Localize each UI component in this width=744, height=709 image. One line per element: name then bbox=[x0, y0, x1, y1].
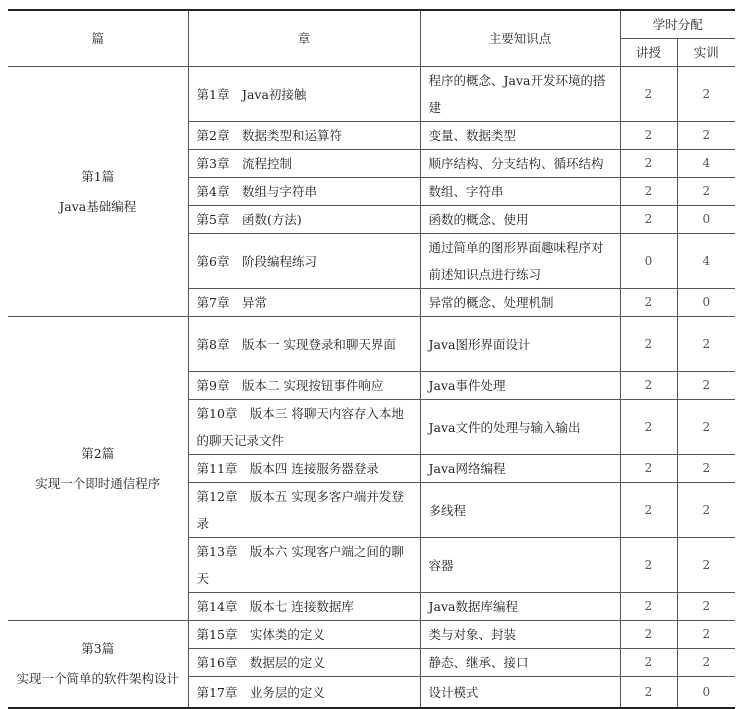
practice-hours-cell: 2 bbox=[677, 372, 735, 400]
topics-cell: Java图形界面设计 bbox=[420, 317, 620, 372]
practice-hours-cell: 0 bbox=[677, 677, 735, 709]
header-chapter: 章 bbox=[188, 10, 420, 67]
lecture-hours-cell: 2 bbox=[620, 455, 677, 483]
lecture-hours-cell: 2 bbox=[620, 178, 677, 206]
topics-cell: 设计模式 bbox=[420, 677, 620, 709]
chapter-cell: 第4章 数组与字符串 bbox=[188, 178, 420, 206]
lecture-hours-cell: 2 bbox=[620, 122, 677, 150]
part-number: 第3篇 bbox=[81, 641, 115, 656]
part-title: Java基础编程 bbox=[59, 198, 137, 214]
chapter-cell: 第11章 版本四 连接服务器登录 bbox=[188, 455, 420, 483]
lecture-hours-cell: 2 bbox=[620, 593, 677, 621]
part-number: 第2篇 bbox=[81, 445, 115, 461]
chapter-cell: 第10章 版本三 将聊天内容存入本地的聊天记录文件 bbox=[188, 400, 420, 455]
chapter-cell: 第1章 Java初接触 bbox=[188, 67, 420, 122]
schedule-table-wrapper bbox=[8, 9, 735, 709]
header-hours: 学时分配 bbox=[620, 10, 735, 39]
chapter-cell: 第3章 流程控制 bbox=[188, 150, 420, 178]
practice-hours-cell: 2 bbox=[677, 538, 735, 593]
topics-cell: 异常的概念、处理机制 bbox=[420, 289, 620, 317]
chapter-cell: 第5章 函数(方法) bbox=[188, 206, 420, 234]
part-number: 第1篇 bbox=[81, 168, 115, 184]
lecture-hours-cell: 2 bbox=[620, 621, 677, 649]
topics-cell: Java文件的处理与输入输出 bbox=[420, 400, 620, 455]
lecture-hours-cell: 2 bbox=[620, 372, 677, 400]
header-part: 篇 bbox=[8, 10, 188, 67]
practice-hours-cell: 2 bbox=[677, 483, 735, 538]
practice-hours-cell: 2 bbox=[677, 67, 735, 122]
table-row bbox=[8, 67, 735, 122]
chapter-cell: 第2章 数据类型和运算符 bbox=[188, 122, 420, 150]
table-row bbox=[8, 621, 735, 649]
chapter-cell: 第7章 异常 bbox=[188, 289, 420, 317]
topics-cell: 静态、继承、接口 bbox=[420, 649, 620, 677]
course-schedule-table bbox=[8, 9, 735, 709]
header-lecture: 讲授 bbox=[620, 39, 677, 67]
lecture-hours-cell: 2 bbox=[620, 649, 677, 677]
practice-hours-cell: 2 bbox=[677, 400, 735, 455]
lecture-hours-cell: 2 bbox=[620, 677, 677, 709]
practice-hours-cell: 2 bbox=[677, 593, 735, 621]
part-cell bbox=[8, 317, 188, 621]
topics-cell: 变量、数据类型 bbox=[420, 122, 620, 150]
topics-cell: 类与对象、封装 bbox=[420, 621, 620, 649]
lecture-hours-cell: 2 bbox=[620, 67, 677, 122]
practice-hours-cell: 2 bbox=[677, 122, 735, 150]
lecture-hours-cell: 2 bbox=[620, 206, 677, 234]
lecture-hours-cell: 2 bbox=[620, 150, 677, 178]
chapter-cell: 第14章 版本七 连接数据库 bbox=[188, 593, 420, 621]
practice-hours-cell: 4 bbox=[677, 234, 735, 289]
practice-hours-cell: 0 bbox=[677, 206, 735, 234]
chapter-cell: 第6章 阶段编程练习 bbox=[188, 234, 420, 289]
topics-cell: 函数的概念、使用 bbox=[420, 206, 620, 234]
table-row bbox=[8, 317, 735, 372]
practice-hours-cell: 4 bbox=[677, 150, 735, 178]
lecture-hours-cell: 2 bbox=[620, 483, 677, 538]
topics-cell: Java事件处理 bbox=[420, 372, 620, 400]
topics-cell: 容器 bbox=[420, 538, 620, 593]
lecture-hours-cell: 2 bbox=[620, 317, 677, 372]
schedule-body bbox=[8, 67, 735, 709]
header-topics: 主要知识点 bbox=[420, 10, 620, 67]
chapter-cell: 第16章 数据层的定义 bbox=[188, 649, 420, 677]
lecture-hours-cell: 0 bbox=[620, 234, 677, 289]
practice-hours-cell: 2 bbox=[677, 455, 735, 483]
lecture-hours-cell: 2 bbox=[620, 289, 677, 317]
part-cell bbox=[8, 621, 188, 709]
topics-cell: 程序的概念、Java开发环境的搭建 bbox=[420, 67, 620, 122]
part-cell bbox=[8, 67, 188, 317]
lecture-hours-cell: 2 bbox=[620, 400, 677, 455]
practice-hours-cell: 2 bbox=[677, 317, 735, 372]
topics-cell: 通过简单的图形界面趣味程序对前述知识点进行练习 bbox=[420, 234, 620, 289]
header-practice: 实训 bbox=[677, 39, 735, 67]
chapter-cell: 第8章 版本一 实现登录和聊天界面 bbox=[188, 317, 420, 372]
practice-hours-cell: 0 bbox=[677, 289, 735, 317]
practice-hours-cell: 2 bbox=[677, 621, 735, 649]
chapter-cell: 第9章 版本二 实现按钮事件响应 bbox=[188, 372, 420, 400]
lecture-hours-cell: 2 bbox=[620, 538, 677, 593]
practice-hours-cell: 2 bbox=[677, 649, 735, 677]
topics-cell: 顺序结构、分支结构、循环结构 bbox=[420, 150, 620, 178]
chapter-cell: 第12章 版本五 实现多客户端并发登录 bbox=[188, 483, 420, 538]
part-title: 实现一个简单的软件架构设计 bbox=[16, 671, 179, 686]
topics-cell: 数组、字符串 bbox=[420, 178, 620, 206]
topics-cell: 多线程 bbox=[420, 483, 620, 538]
chapter-cell: 第17章 业务层的定义 bbox=[188, 677, 420, 709]
chapter-cell: 第13章 版本六 实现客户端之间的聊天 bbox=[188, 538, 420, 593]
chapter-cell: 第15章 实体类的定义 bbox=[188, 621, 420, 649]
practice-hours-cell: 2 bbox=[677, 178, 735, 206]
part-title: 实现一个即时通信程序 bbox=[35, 475, 161, 491]
topics-cell: Java数据库编程 bbox=[420, 593, 620, 621]
topics-cell: Java网络编程 bbox=[420, 455, 620, 483]
